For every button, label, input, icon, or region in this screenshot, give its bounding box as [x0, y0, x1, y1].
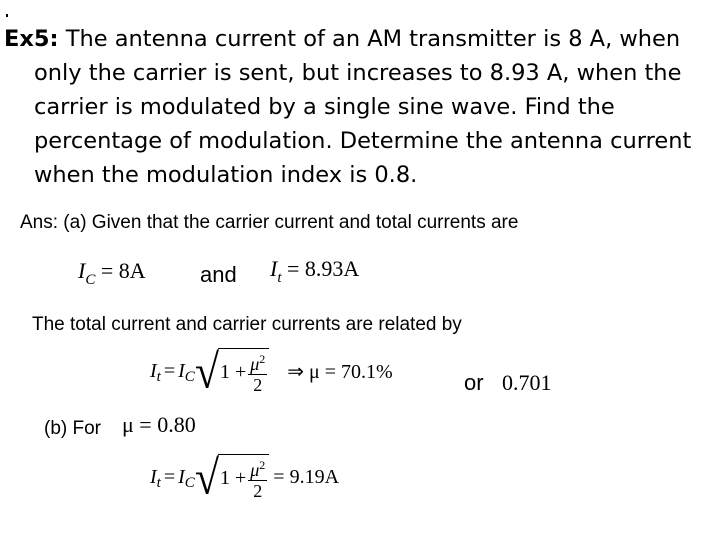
it-value: = 8.93A	[281, 256, 360, 281]
eq1-square: 2	[259, 352, 266, 366]
eq1-result: ⇒ μ = 70.1%	[287, 361, 393, 383]
it-symbol: I	[270, 256, 278, 281]
problem-line-5: when the modulation index is 0.8.	[34, 162, 418, 188]
equation-2: I t = I C √ 1 + $\frac{\mu^2}{2}$ = 9.19A	[150, 450, 340, 504]
stray-mark	[6, 14, 8, 17]
eq2-rhs-symbol: I	[178, 466, 185, 488]
eq2-lhs-symbol: I	[150, 466, 157, 488]
it-subscript: t	[277, 270, 282, 286]
eq1-one-plus: 1 +	[219, 360, 247, 383]
problem-line-4: percentage of modulation. Determine the antenna current	[34, 128, 692, 154]
problem-line-1: The antenna current of an AM transmitter is 8 A, when	[58, 26, 681, 52]
eq1-fraction	[248, 349, 267, 395]
eq1-rhs-symbol: I	[178, 360, 185, 382]
ic-symbol: I	[78, 258, 86, 283]
or-word: or	[464, 370, 484, 395]
given-carrier-current	[78, 258, 146, 288]
eq2-one-plus: 1 +	[219, 466, 247, 489]
eq2-mu: μ	[250, 460, 260, 480]
problem-statement	[4, 22, 691, 192]
eq2-lhs-sub: t	[156, 475, 161, 491]
eq1-denominator: 2	[253, 375, 263, 395]
eq1-rhs-sub: C	[184, 369, 195, 385]
part-b-label: (b) For	[44, 418, 101, 439]
eq1-mu: μ	[250, 354, 260, 374]
eq2-denominator: 2	[253, 481, 263, 501]
eq2-fraction	[248, 455, 267, 501]
given-total-current	[270, 256, 360, 286]
eq2-result: = 9.19A	[273, 466, 340, 488]
and-word: and	[200, 262, 237, 287]
relation-text: The total current and carrier currents are related by	[32, 314, 462, 335]
answer-intro: Ans: (a) Given that the carrier current and total currents are	[20, 212, 519, 233]
eq1-sqrt: √ 1 + $\frac{\mu^2}{2}$	[195, 348, 269, 395]
eq1-lhs-sub: t	[156, 369, 161, 385]
ic-value: = 8A	[95, 258, 146, 283]
ic-subscript: C	[85, 272, 96, 288]
problem-line-3: carrier is modulated by a single sine wave. Find the	[34, 94, 615, 120]
mu-value: μ = 0.80	[122, 412, 196, 437]
eq1-lhs-symbol: I	[150, 360, 157, 382]
or-value: 0.701	[502, 370, 552, 395]
eq2-rhs-sub: C	[184, 475, 195, 491]
equation-1: I t = I C √ 1 + $\frac{\mu^2}{2}$ ⇒ μ = 70.1%	[150, 344, 393, 398]
eq2-sqrt: √ 1 + $\frac{\mu^2}{2}$	[195, 454, 269, 501]
problem-label: Ex5:	[4, 26, 59, 52]
eq2-square: 2	[259, 458, 266, 472]
problem-line-2: only the carrier is sent, but increases to 8.93 A, when the	[34, 60, 682, 86]
